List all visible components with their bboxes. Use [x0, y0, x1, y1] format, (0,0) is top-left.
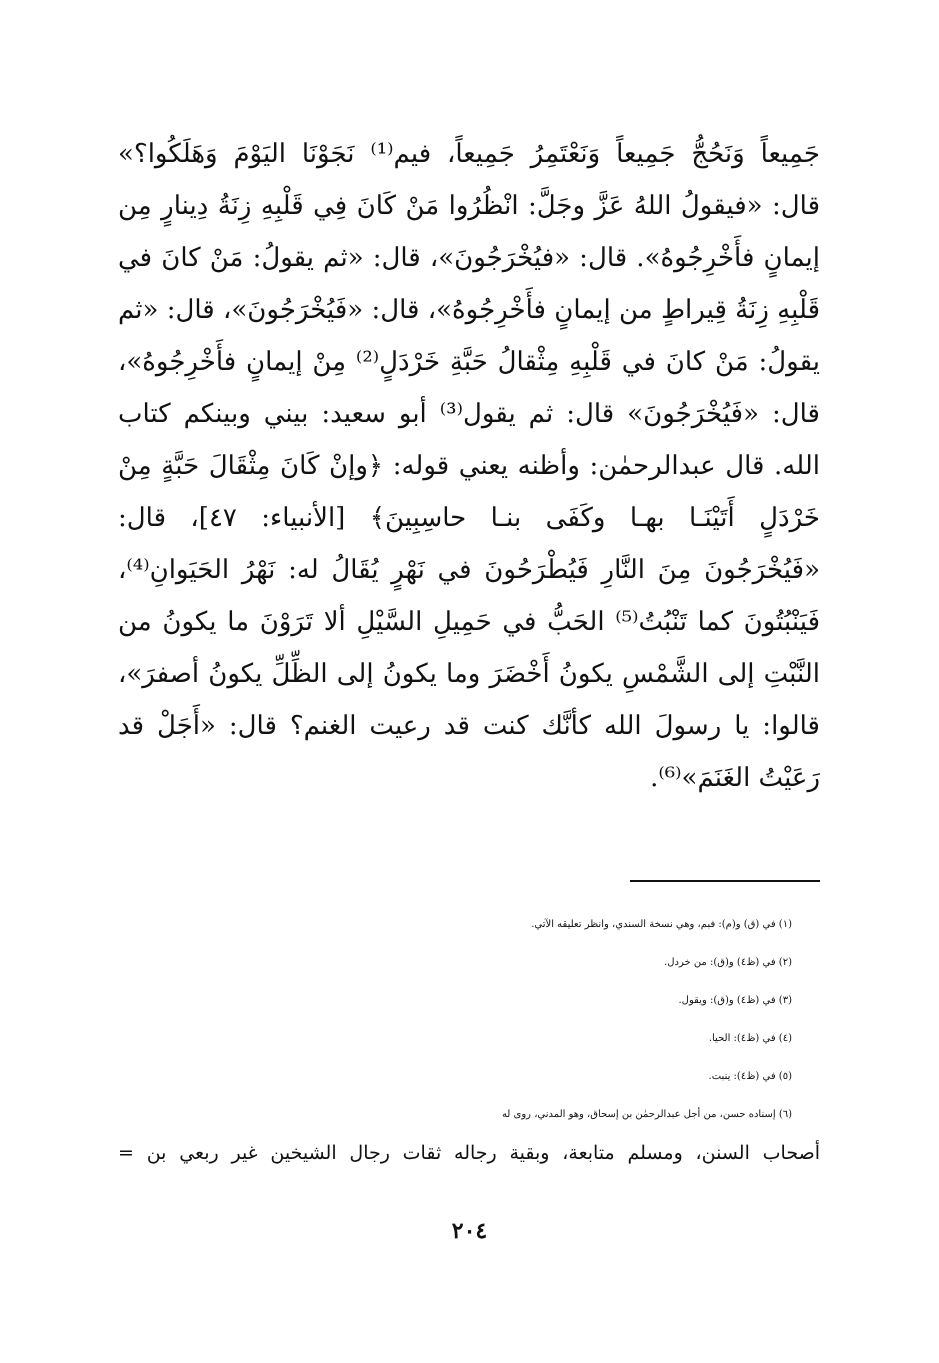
footnote-5: (٥) في (ظ٤): ينبت.: [708, 1071, 792, 1082]
footnotes-block: [118, 906, 820, 1172]
main-text-line: النَّبْتِ إلى الشَّمْسِ يكونُ أَخْضَرَ وما يكونُ إلى الظِّلِّ يكونُ أصفرَ»،: [118, 659, 820, 689]
main-text-line: الله. قال عبدالرحمٰن: وأظنه يعني قوله: ﴿وإنْ كَانَ مِثْقَالَ حَبَّةٍ مِنْ: [118, 451, 820, 481]
footnote-separator: [630, 880, 820, 882]
footnote-3: (٣) في (ظ٤) و(ق): ويقول.: [678, 995, 792, 1006]
footnote-6-continuation: أصحاب السنن، ومسلم متابعة، وبقية رجاله ثقات رجال الشيخين غير ربعي بن =: [118, 1142, 820, 1164]
footnote-2: (٢) في (ظ٤) و(ق): من خردل.: [664, 957, 792, 968]
main-text-line: جَمِيعاً وَنَحُجُّ جَمِيعاً وَنَعْتَمِرُ جَمِيعاً، فيم⁽¹⁾ نَجَوْنَا اليَوْمَ وَهَلَكُوا؟»: [118, 139, 821, 169]
main-text-line: يقولُ: مَنْ كانَ في قَلْبِهِ مِثْقالُ حَبَّةِ خَرْدَلٍ⁽²⁾ مِنْ إيمانٍ فأَخْرِجُوهُ»،: [118, 347, 820, 377]
main-text-line: «فَيُخْرَجُونَ مِنَ النَّارِ فَيُطْرَحُونَ في نَهْرٍ يُقَالُ له: نَهْرُ الحَيَوانِ⁽⁴⁾،: [118, 555, 820, 585]
footnote-4: (٤) في (ظ٤): الحيا.: [708, 1033, 792, 1044]
footnote-6: (٦) إسناده حسن، من أجل عبدالرحمٰن بن إسحاق، وهو المدني، روى له: [501, 1109, 792, 1120]
page-number: ٢٠٤: [451, 1218, 488, 1244]
main-text-line: قالوا: يا رسولَ الله كأنَّك كنت قد رعيت الغنم؟ قال: «أَجَلْ قد: [118, 711, 820, 741]
main-text-block: [118, 128, 820, 804]
main-text-line: رَعَيْتُ الغَنَمَ»⁽⁶⁾.: [650, 763, 820, 793]
footnote-1: (١) في (ق) و(م): فبم، وهي نسخة السندي، وانظر تعليقه الآتي.: [531, 919, 792, 930]
main-text-line: فَيَنْبُتُونَ كما تَنْبُتُ⁽⁵⁾ الحَبُّ في حَمِيلِ السَّيْلِ ألا تَرَوْنَ ما يكونُ من: [118, 607, 821, 637]
main-text-line: خَرْدَلٍ أَتَيْنَـا بهـا وكَفَى بنـا حاسِبِينَ﴾ [الأنبياء: ٤٧]، قال:: [118, 503, 820, 533]
main-text-line: قَلْبِهِ زِنَةُ قِيراطٍ من إيمانٍ فأَخْرِجُوهُ»، قال: «فَيُخْرَجُونَ»، قال: «ثم: [118, 295, 820, 325]
main-text-line: قال: «فيقولُ اللهُ عَزَّ وجَلَّ: انْظُرُوا مَنْ كَانَ فِي قَلْبِهِ زِنَةُ دِينارٍ مِن: [118, 191, 820, 221]
main-text-line: قال: «فَيُخْرَجُونَ» قال: ثم يقول⁽³⁾ أبو سعيد: بيني وبينكم كتاب: [118, 399, 820, 429]
main-text-line: إيمانٍ فأَخْرِجُوهُ». قال: «فيُخْرَجُونَ»، قال: «ثم يقولُ: مَنْ كانَ في: [118, 243, 820, 273]
